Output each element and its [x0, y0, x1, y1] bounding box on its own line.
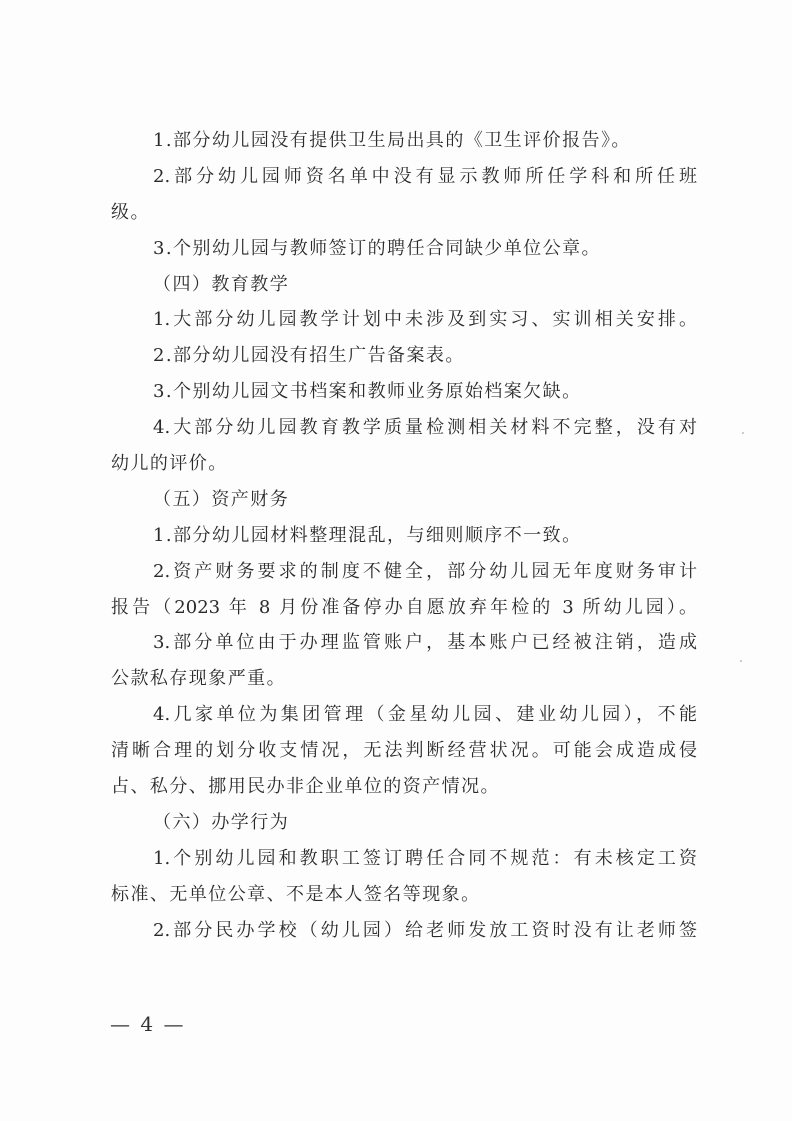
paragraph-line: 2.资产财务要求的制度不健全，部分幼儿园无年度财务审计	[153, 560, 697, 582]
paragraph-line: 报告（2023 年 8 月份准备停办自愿放弃年检的 3 所幼儿园）。	[111, 596, 697, 618]
paragraph-line: 3.个别幼儿园文书档案和教师业务原始档案欠缺。	[153, 381, 582, 403]
paragraph-line: 4.几家单位为集团管理（金星幼儿园、建业幼儿园），不能	[153, 704, 697, 726]
paragraph-line: 2.部分幼儿园师资名单中没有显示教师所任学科和所任班	[153, 165, 697, 187]
section-heading: （五）资产财务	[153, 488, 290, 510]
section-heading: （六）办学行为	[153, 811, 290, 833]
paragraph-line: 3.个别幼儿园与教师签订的聘任合同缺少单位公章。	[153, 237, 601, 259]
paragraph-line: 清晰合理的划分收支情况，无法判断经营状况。可能会成造成侵	[111, 740, 697, 762]
paragraph-line: 1.大部分幼儿园教学计划中未涉及到实习、实训相关安排。	[153, 309, 697, 331]
paragraph-line: 1.个别幼儿园和教职工签订聘任合同不规范：有未核定工资	[153, 847, 697, 869]
scan-speck	[740, 660, 742, 662]
scan-speck	[742, 432, 744, 434]
paragraph-line: 公款私存现象严重。	[111, 668, 287, 690]
paragraph-line: 3.部分单位由于办理监管账户，基本账户已经被注销，造成	[153, 632, 697, 654]
paragraph-line: 幼儿的评价。	[111, 453, 228, 475]
paragraph-line: 1.部分幼儿园没有提供卫生局出具的《卫生评价报告》。	[153, 130, 631, 151]
section-heading: （四）教育教学	[153, 273, 290, 295]
paragraph-line: 级。	[111, 201, 150, 223]
paragraph-line: 1.部分幼儿园材料整理混乱，与细则顺序不一致。	[153, 524, 582, 546]
paragraph-line: 2.部分幼儿园没有招生广告备案表。	[153, 345, 465, 367]
document-body	[111, 123, 697, 948]
paragraph-line: 2.部分民办学校（幼儿园）给老师发放工资时没有让老师签	[153, 919, 697, 941]
paragraph-line: 标准、无单位公章、不是本人签名等现象。	[111, 883, 481, 905]
paragraph-line: 4.大部分幼儿园教育教学质量检测相关材料不完整，没有对	[153, 417, 697, 439]
paragraph-line: 占、私分、挪用民办非企业单位的资产情况。	[111, 776, 500, 798]
page-number: — 4 —	[110, 1012, 186, 1036]
